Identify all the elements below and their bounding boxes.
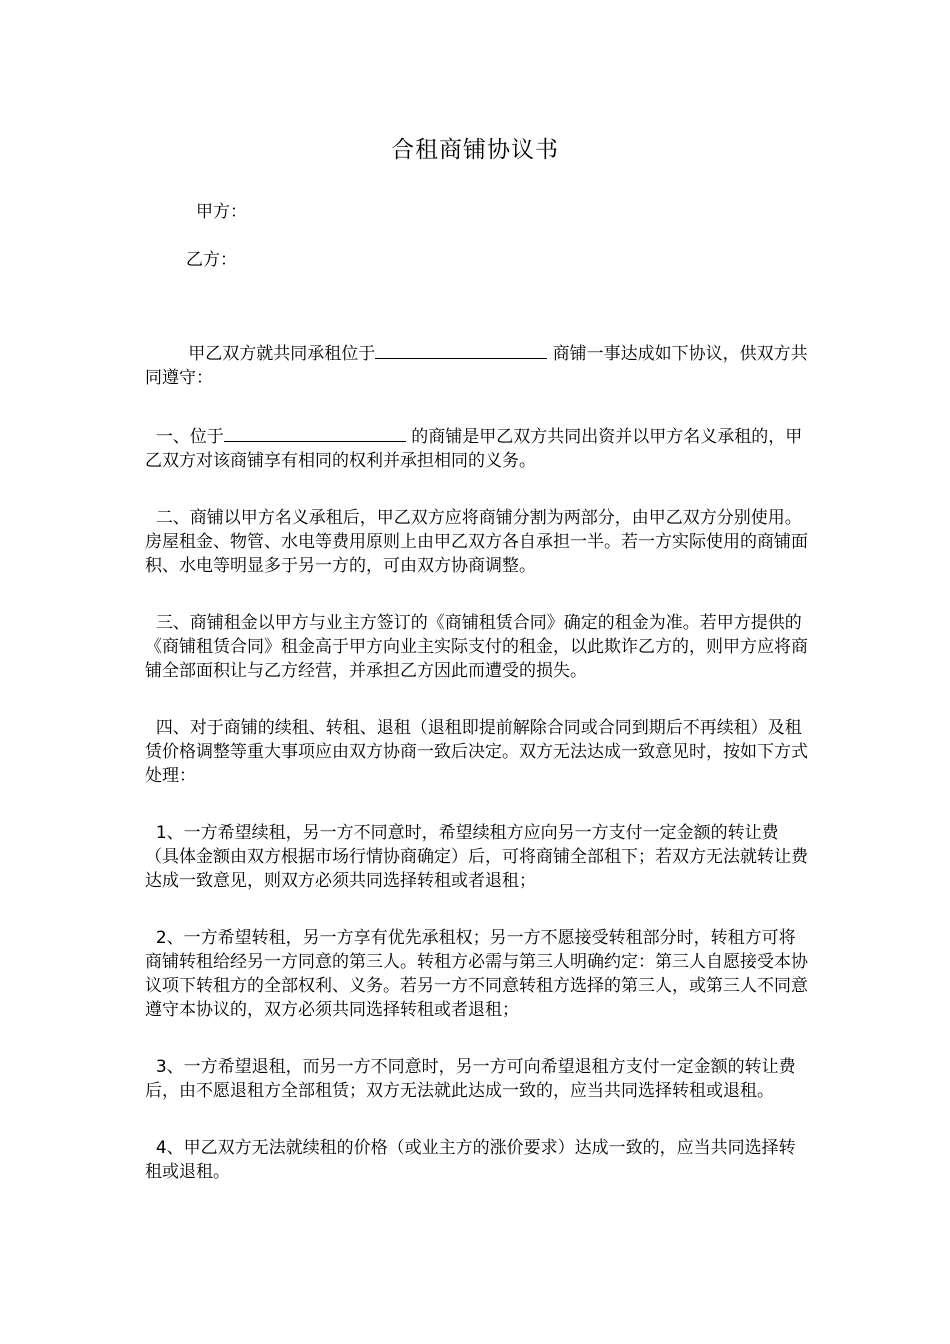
shop-location-blank-line: [224, 423, 406, 442]
clause-2: 二、商铺以甲方名义承租后，甲乙双方应将商铺分割为两部分，由甲乙双方分别使用。房屋租金、物管、水电等费用原则上由甲乙双方各自承担一半。若一方实际使用的商铺面积、水电等明显多于另一方的，可由双方协商调整。: [145, 508, 808, 576]
sub-item-3: 3、一方希望退租，而另一方不同意时，另一方可向希望退租方支付一定金额的转让费后，由不愿退租方全部租赁；双方无法就此达成一致的，应当共同选择转租或退租。: [145, 1057, 796, 1101]
sub-item-2: 2、一方希望转租，另一方享有优先承租权；另一方不愿接受转租部分时，转租方可将商铺转租给经另一方同意的第三人。转租方必需与第三人明确约定：第三人自愿接受本协议项下转租方的全部权利、义务。若另一方不同意转租方选择的第三人，或第三人不同意遵守本协议的，双方必须共同选择转租或者退租；: [145, 928, 808, 1020]
party-a-label: 甲方：: [196, 202, 247, 222]
intro-text-after: 商铺一事达成如下协议，供双方共同遵守：: [145, 344, 808, 388]
clause-3: 三、商铺租金以甲方与业主方签订的《商铺租赁合同》确定的租金为准。若甲方提供的《商铺租赁合同》租金高于甲方向业主实际支付的租金，以此欺诈乙方的，则甲方应将商铺全部面积让与乙方经营，并承担乙方因此而遭受的损失。: [145, 613, 808, 681]
sub-item-1: 1、一方希望续租，另一方不同意时，希望续租方应向另一方支付一定金额的转让费（具体金额由双方根据市场行情协商确定）后，可将商铺全部租下；若双方无法就转让费达成一致意见，则双方必须共同选择转租或者退租；: [145, 823, 808, 891]
document-title: 合租商铺协议书: [391, 137, 559, 163]
clause-1-text-before: 一、位于: [145, 427, 224, 447]
clause-1: [145, 423, 810, 473]
agreement-body: [145, 340, 810, 1217]
sub-item-4: 4、甲乙双方无法就续租的价格（或业主方的涨价要求）达成一致的，应当共同选择转租或退租。: [145, 1138, 796, 1182]
intro-text-before: 甲乙双方就共同承租位于: [145, 344, 376, 364]
party-b-label: 乙方：: [186, 250, 237, 270]
clause-4: 四、对于商铺的续租、转租、退租（退租即提前解除合同或合同到期后不再续租）及租赁价格调整等重大事项应由双方协商一致后决定。双方无法达成一致意见时，按如下方式处理：: [145, 718, 808, 786]
intro-paragraph: [145, 340, 810, 390]
clause-1-text-after: 的商铺是甲乙双方共同出资并以甲方名义承租的，甲乙双方对该商铺享有相同的权利并承担相同的义务。: [145, 427, 803, 471]
location-blank-line: [375, 340, 547, 359]
